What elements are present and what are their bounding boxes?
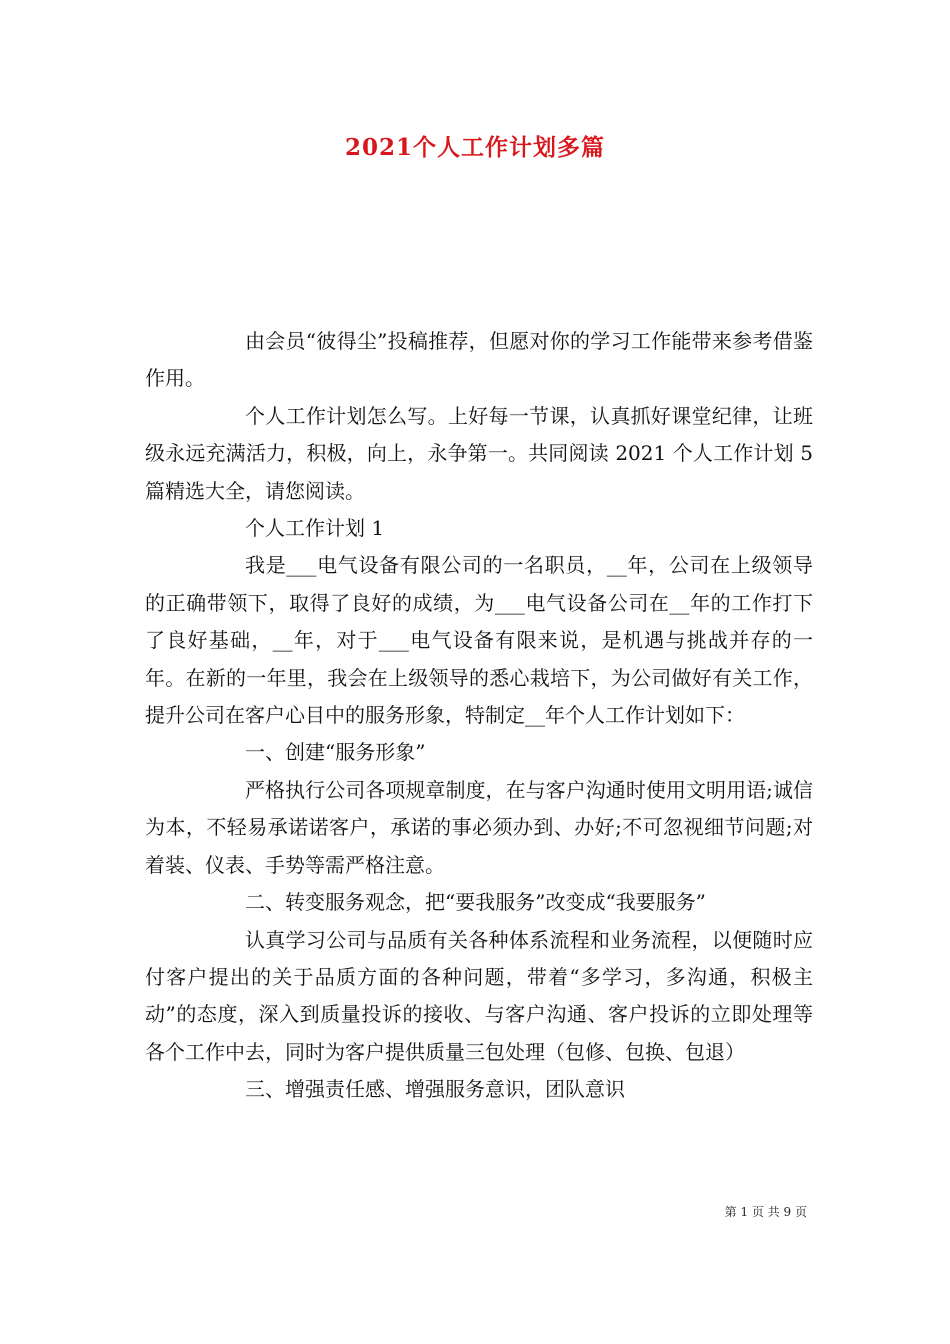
paragraph-intro: 由会员“彼得尘”投稿推荐，但愿对你的学习工作能带来参考借鉴作用。 <box>145 329 813 391</box>
document-title: 2021个人工作计划多篇 <box>344 134 605 161</box>
paragraph-section-1: 严格执行公司各项规章制度，在与客户沟通时使用文明用语;诚信为本，不轻易承诺诺客户，承诺的事必须办到、办好;不可忽视细节问题;对着装、仪表、手势等需严格注意。 <box>145 777 813 877</box>
section-heading-plan-1: 个人工作计划 1 <box>245 516 385 541</box>
section-heading-3: 三、增强责任感、增强服务意识，团队意识 <box>245 1077 625 1102</box>
section-heading-1: 一、创建“服务形象” <box>245 740 426 765</box>
page-number-footer: 第 1 页 共 9 页 <box>724 1205 807 1219</box>
section-heading-2: 二、转变服务观念，把“要我服务”改变成“我要服务” <box>245 890 706 915</box>
paragraph-section-2: 认真学习公司与品质有关各种体系流程和业务流程，以便随时应付客户提出的关于品质方面的各种问题，带着“多学习，多沟通，积极主动”的态度，深入到质量投诉的接收、与客户沟通、客户投诉的立即处理等各个工作中去，同时为客户提供质量三包处理（包修、包换、包退） <box>145 927 813 1064</box>
paragraph-summary: 个人工作计划怎么写。上好每一节课，认真抓好课堂纪律，让班级永远充满活力，积极，向上，永争第一。共同阅读 2021 个人工作计划 5 篇精选大全，请您阅读。 <box>145 403 813 503</box>
document-body <box>145 323 813 1109</box>
paragraph-plan-1-intro: 我是___电气设备有限公司的一名职员，__年，公司在上级领导的正确带领下，取得了良好的成绩，为___电气设备公司在__年的工作打下了良好基础，__年，对于___电气设备有限来说，是机遇与挑战并存的一年。在新的一年里，我会在上级领导的悉心栽培下，为公司做好有关工作，提升公司在客户心目中的服务形象，特制定__年个人工作计划如下： <box>145 553 813 728</box>
